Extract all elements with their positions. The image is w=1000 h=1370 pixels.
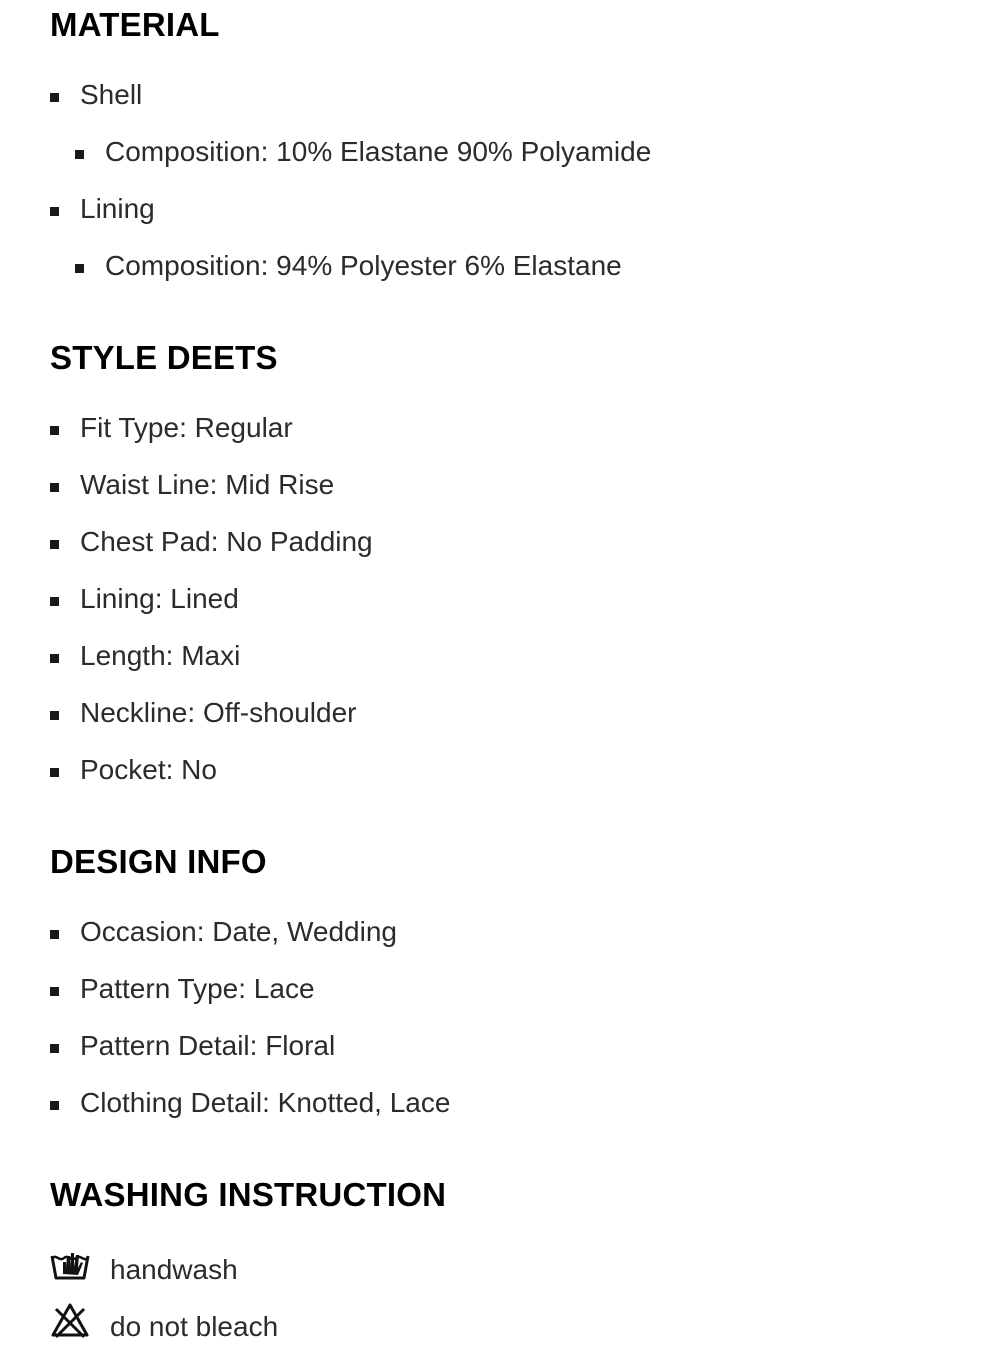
list-item: Chest Pad: No Padding [50, 528, 950, 585]
list-item: Composition: 94% Polyester 6% Elastane [50, 252, 950, 309]
washing-list [50, 1256, 950, 1370]
do-not-bleach-icon [50, 1301, 90, 1341]
list-item: Clothing Detail: Knotted, Lace [50, 1089, 950, 1146]
list-item: Neckline: Off-shoulder [50, 699, 950, 756]
material-heading: MATERIAL [50, 6, 220, 43]
list-item: Waist Line: Mid Rise [50, 471, 950, 528]
wash-item-handwash [50, 1256, 950, 1313]
wash-label: do not bleach [110, 1311, 279, 1342]
list-item: Pocket: No [50, 756, 950, 813]
list-item: Length: Maxi [50, 642, 950, 699]
style-heading: STYLE DEETS [50, 339, 278, 376]
list-item: Fit Type: Regular [50, 414, 950, 471]
list-item: Lining: Lined [50, 585, 950, 642]
wash-item-do-not-bleach [50, 1313, 950, 1370]
material-list [50, 81, 950, 309]
list-item: Shell [50, 81, 950, 138]
design-list [50, 918, 950, 1146]
wash-label: handwash [110, 1254, 238, 1285]
list-item: Pattern Type: Lace [50, 975, 950, 1032]
list-item: Pattern Detail: Floral [50, 1032, 950, 1089]
list-item: Lining [50, 195, 950, 252]
list-item: Composition: 10% Elastane 90% Polyamide [50, 138, 950, 195]
style-list [50, 414, 950, 813]
list-item: Occasion: Date, Wedding [50, 918, 950, 975]
handwash-icon [50, 1244, 90, 1284]
design-heading: DESIGN INFO [50, 843, 267, 880]
washing-heading: WASHING INSTRUCTION [50, 1176, 447, 1213]
